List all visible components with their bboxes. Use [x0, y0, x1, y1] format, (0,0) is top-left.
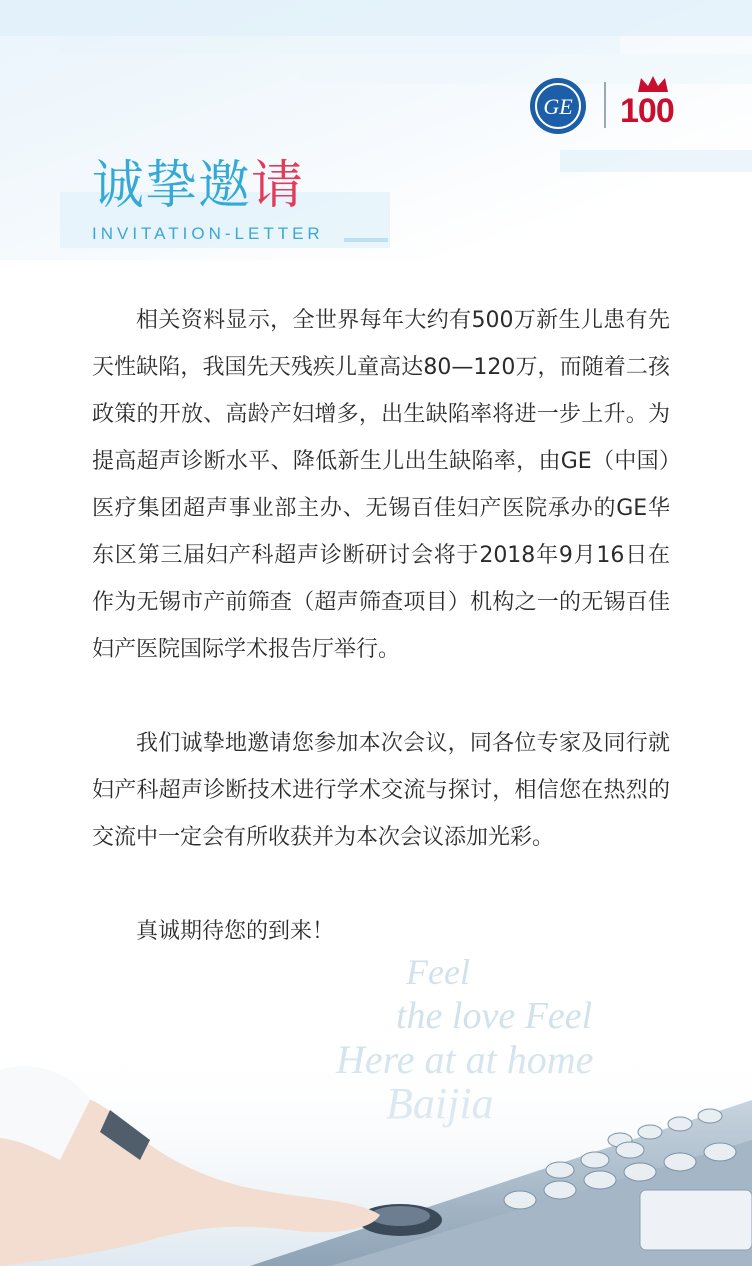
title-accent-line: [344, 238, 388, 242]
invitation-body: [92, 297, 670, 955]
paragraph-1: 相关资料显示，全世界每年大约有500万新生儿患有先天性缺陷，我国先天残疾儿童高达80—120万，而随着二孩政策的开放、高龄产妇增多，出生缺陷率将进一步上升。为提高超声诊断水平、降低新生儿出生缺陷率，由GE（中国）医疗集团超声事业部主办、无锡百佳妇产医院承办的GE华东区第三届妇产科超声诊断研讨会将于2018年9月16日在作为无锡市产前筛查（超声筛查项目）机构之一的无锡百佳妇产医院国际学术报告厅举行。: [92, 308, 670, 662]
title-english: INVITATION-LETTER: [92, 224, 324, 243]
ultrasound-console-image: [0, 1040, 752, 1266]
sponsor-logos: [528, 74, 698, 138]
title-accent: 请: [251, 156, 305, 216]
centennial-number: 100: [620, 92, 674, 130]
crown-icon: [636, 74, 670, 94]
paragraph-3: 真诚期待您的到来！: [136, 919, 335, 944]
decor-band: [60, 36, 620, 54]
ge-logo-text: GE: [543, 94, 573, 119]
logo-divider: [604, 82, 606, 128]
centennial-logo: [620, 74, 698, 138]
decor-band: [0, 0, 752, 36]
paragraph-2: 我们诚挚地邀请您参加本次会议，同各位专家及同行就妇产科超声诊断技术进行学术交流与探讨，相信您在热烈的交流中一定会有所收获并为本次会议添加光彩。: [92, 731, 670, 850]
page-title: [92, 150, 324, 222]
script-line: the love Feel: [396, 995, 593, 1037]
ge-logo: [528, 76, 588, 136]
title-main: 诚挚邀: [92, 156, 252, 216]
decor-band: [560, 150, 752, 172]
title-block: [92, 150, 324, 244]
script-line: Feel: [406, 952, 470, 992]
